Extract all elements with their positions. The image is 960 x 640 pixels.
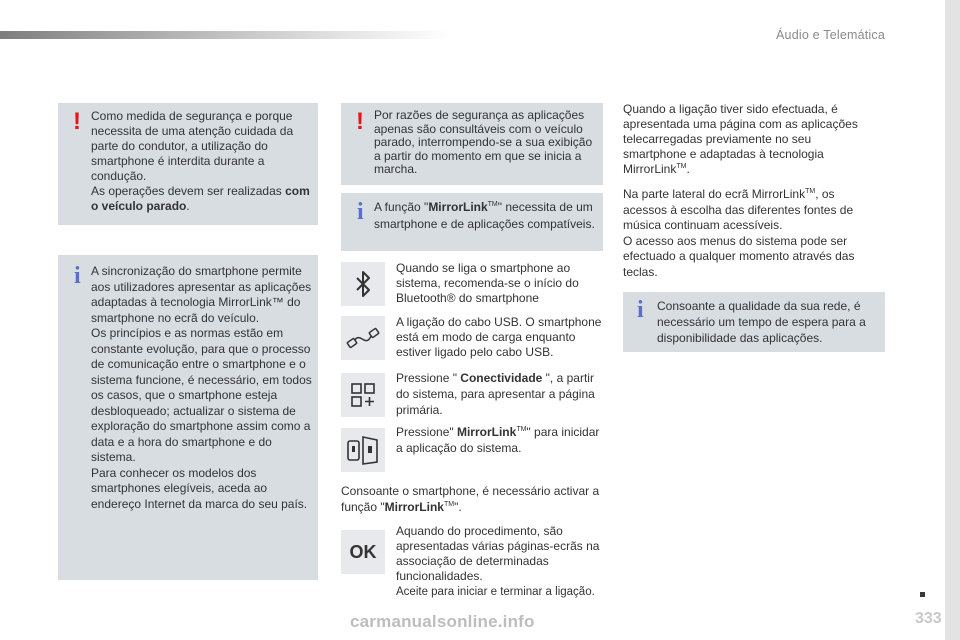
activate-mirrorlink-note: Consoante o smartphone, é necessário activar a função "MirrorLink™".	[341, 484, 600, 514]
connectivity-tile	[341, 373, 385, 417]
step-connectivity-text: Pressione " Conectividade ", a partir do sistema, para apresentar a página primária.	[396, 371, 595, 417]
ok-tile	[341, 530, 385, 574]
ok-icon: OK	[349, 541, 377, 562]
grid-apps-icon	[350, 382, 376, 408]
usb-tile	[341, 316, 385, 360]
bluetooth-tile	[341, 262, 385, 306]
page-number: 333	[915, 610, 942, 627]
right-para-sidebar: Na parte lateral do ecrã MirrorLink™, os acessos à escolha das diferentes fontes de música continuam acessíveis. O acesso aos menus do sistema pode ser efectuado a qualquer momento através das teclas.	[623, 187, 855, 279]
warning-text: Por razões de segurança as aplicações apenas são consultáveis com o veículo parado, interrompendo-se a sua exibição a partir do momento em que se inicia a marcha.	[374, 108, 593, 176]
warning-box-apps	[341, 103, 603, 185]
step-mirrorlink-text: Pressione" MirrorLink™" para inicidar a aplicação do sistema.	[396, 425, 600, 455]
info-icon: i	[637, 297, 644, 323]
mirrorlink-tile	[341, 428, 385, 472]
watermark: carmanualsonline.info	[350, 612, 535, 631]
section-title: Áudio e Telemática	[776, 28, 885, 42]
info-icon: i	[74, 263, 81, 289]
warning-icon: !	[73, 108, 81, 135]
usb-cable-icon	[346, 326, 380, 350]
info-text: A função "MirrorLink™" necessita de um smartphone e de aplicações compatíveis.	[374, 200, 595, 231]
page-dot	[920, 592, 925, 597]
header-gradient-bar	[0, 31, 450, 39]
step-bluetooth-text: Quando se liga o smartphone ao sistema, recomenda-se o início do Bluetooth® do smartphone	[396, 261, 579, 305]
step-ok-text: Aquando do procedimento, são apresentadas várias páginas-ecrãs na associação de determinadas funcionalidades. Aceite para iniciar e terminar a ligação.	[396, 524, 600, 598]
info-box-network	[623, 292, 885, 352]
warning-text: Como medida de segurança e porque necessita de uma atenção cuidada da parte do condutor, a utilização do smartphone é interdita durante a condução. As operações devem ser realizadas com o veículo parado.	[91, 109, 310, 213]
mirrorlink-icon	[345, 434, 381, 466]
info-icon: i	[357, 199, 364, 225]
warning-box-driving	[58, 103, 318, 225]
warning-icon: !	[356, 108, 364, 135]
info-box-sync	[58, 255, 318, 580]
page-edge-strip	[945, 0, 960, 640]
right-para-connection: Quando a ligação tiver sido efectuada, é apresentada uma página com as aplicações telecarregadas previamente no seu smartphone e adaptadas à tecnologia MirrorLink™.	[623, 102, 858, 176]
info-box-mirrorlink	[341, 193, 603, 251]
bluetooth-icon	[353, 270, 373, 298]
info-text: A sincronização do smartphone permite aos utilizadores apresentar as aplicações adaptadas à tecnologia MirrorLink™ do smartphone no ecrã do veículo. Os princípios e as normas estão em constante evolução, para que o processo de comunicação entre o smartphone e o sistema funcione, é necessário, em todos os casos, que o smartphone esteja desbloqueado; actualizar o sistema de exploração do smartphone assim como a data e a hora do smartphone e do sistema. Para conhecer os modelos dos smartphones elegíveis, aceda ao endereço Internet da marca do seu país.	[91, 264, 312, 511]
info-text: Consoante a qualidade da sua rede, é necessário um tempo de espera para a disponibilidade das aplicações.	[657, 299, 866, 345]
step-usb-text: A ligação do cabo USB. O smartphone está em modo de carga enquanto estiver ligado pelo cabo USB.	[396, 315, 602, 359]
